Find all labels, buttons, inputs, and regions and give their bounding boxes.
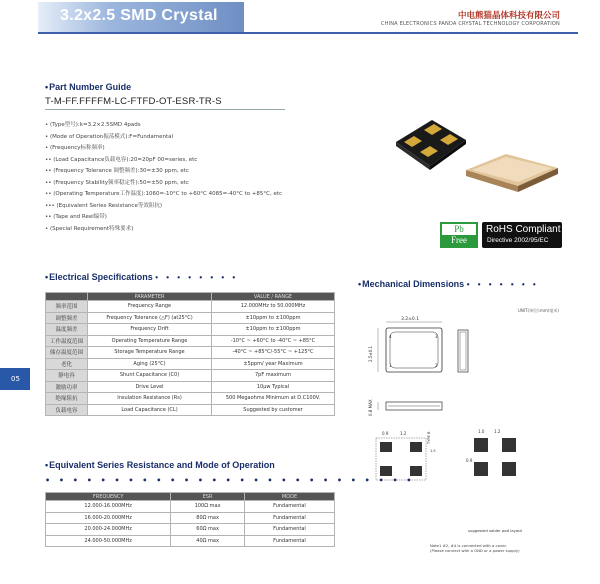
param-cn: 绝缘阻抗 — [46, 393, 88, 405]
table-row — [46, 312, 335, 324]
esr-heading: •Equivalent Series Resistance and Mode of Operation — [45, 460, 275, 470]
note-line: Note1 #2, #4 is connected with a cover. — [430, 543, 507, 548]
table-row — [46, 404, 335, 416]
param-en: Insulation Resistance (Rs) — [88, 393, 212, 405]
bullet-icon: • — [358, 279, 362, 289]
param-value: 500 Megaohms Minimum at D.C100V. — [212, 393, 335, 405]
param-value: -10°C ~ +60°C to -40°C ~ +85°C — [212, 335, 335, 347]
table-header-cell — [46, 293, 88, 301]
type-label: TYPE B — [427, 431, 431, 444]
param-value: ±10ppm to ±100ppm — [212, 312, 335, 324]
param-cn: 激励功率 — [46, 381, 88, 393]
param-value: ±10ppm to ±100ppm — [212, 324, 335, 336]
package-top-view — [386, 328, 442, 372]
esr-frequency: 16.000-20.000MHz — [46, 512, 171, 524]
header-rule — [38, 32, 578, 34]
param-value: 10μw Typical — [212, 381, 335, 393]
esr-mode: Fundamental — [244, 501, 334, 513]
package-front-view — [386, 402, 442, 410]
mechanical-dimensions-heading: •Mechanical Dimensions • • • • • • • — [358, 279, 539, 289]
guide-item: • (Frequency标称频率) — [45, 145, 105, 151]
param-cn: 频率范围 — [46, 301, 88, 313]
pad-number: 3 — [435, 334, 438, 339]
param-cn: 温度频差 — [46, 324, 88, 336]
table-header-cell: FREQUENCY — [46, 493, 171, 501]
solder-pad — [410, 466, 422, 476]
param-en: Storage Temperature Range — [88, 347, 212, 359]
layout-caption: suggested solder pad layout — [468, 528, 523, 533]
param-value: ±5ppm/ year Maximum — [212, 358, 335, 370]
table-header-cell: VALUE / RANGE — [212, 293, 335, 301]
rohs-badge — [482, 222, 562, 248]
param-value: Suggested by customer — [212, 404, 335, 416]
param-value: -40°C ~ +85°C/-55°C ~ +125°C — [212, 347, 335, 359]
table-row — [46, 524, 335, 536]
crystal-bottom-view-image — [394, 116, 468, 172]
esr-value: 80Ω max — [171, 512, 245, 524]
rohs-directive: Directive 2002/95/EC — [487, 237, 549, 244]
dotted-leader: • • • • • • • • — [155, 273, 239, 282]
table-row — [46, 535, 335, 547]
esr-value: 60Ω max — [171, 524, 245, 536]
guide-item: ••• (Equivalent Series Resistance等效阻抗) — [45, 202, 162, 209]
pad-dim-text: 1.2 — [400, 431, 407, 436]
pad-dim-text: 1.0 — [478, 429, 485, 434]
pad-dim-text: 0.9 — [382, 431, 389, 436]
param-en: Shunt Capacitance (C0) — [88, 370, 212, 382]
table-row — [46, 358, 335, 370]
pb-free-badge — [440, 222, 478, 248]
mechanical-note — [430, 543, 570, 553]
pad-number: 1 — [389, 363, 392, 368]
solder-pad — [502, 438, 516, 452]
crystal-top-view-image — [462, 152, 560, 194]
table-header-cell: MODE — [244, 493, 334, 501]
solder-pad — [502, 462, 516, 476]
esr-value: 40Ω max — [171, 535, 245, 547]
esr-mode: Fundamental — [244, 512, 334, 524]
table-header-row — [46, 293, 335, 301]
table-header-cell: ESR — [171, 493, 245, 501]
param-en: Frequency Tolerance (△F) (at25°C) — [88, 312, 212, 324]
param-value: 7pF maximum — [212, 370, 335, 382]
page-number-tab: 05 — [0, 368, 30, 390]
electrical-specs-table — [45, 292, 335, 416]
table-row — [46, 512, 335, 524]
param-en: Frequency Drift — [88, 324, 212, 336]
suggested-pad-layout — [474, 438, 516, 476]
part-number-rule — [45, 109, 285, 110]
guide-item: •• (Operating Temperature工作温度):1060=-10°C to +60°C 4085=-40°C to +85°C, etc — [45, 191, 283, 197]
pad-dim-text: 1.2 — [494, 429, 501, 434]
page-title: 3.2x2.5 SMD Crystal — [60, 7, 218, 24]
solder-pad — [474, 438, 488, 452]
esr-mode: Fundamental — [244, 535, 334, 547]
solder-pad — [410, 442, 422, 452]
pad-number: 2 — [435, 363, 438, 368]
guide-item: • (Type型号):k=3.2×2.5SMD 4pads — [45, 122, 141, 128]
param-en: Load Capacitance (CL) — [88, 404, 212, 416]
param-cn: 负载电容 — [46, 404, 88, 416]
solder-pad — [380, 442, 392, 452]
part-number-guide-list — [45, 120, 365, 235]
solder-pad — [474, 462, 488, 476]
table-row — [46, 393, 335, 405]
electrical-specs-heading: •Electrical Specifications • • • • • • • • — [45, 272, 239, 282]
guide-item: •• (Load Capacitance负载电容):20=20pF 00=series, etc — [45, 156, 198, 163]
param-en: Operating Temperature Range — [88, 335, 212, 347]
solder-pad — [380, 466, 392, 476]
guide-item: •• (Frequency Tolerance 调整频差):30=±30 ppm, etc — [45, 168, 189, 174]
param-cn: 工作温度范围 — [46, 335, 88, 347]
part-number-code: T-M-FF.FFFFM-LC-FTFD-OT-ESR-TR-S — [45, 96, 222, 107]
table-header-row — [46, 493, 335, 501]
esr-frequency: 24.000-50.000MHz — [46, 535, 171, 547]
esr-frequency: 20.000-24.000MHz — [46, 524, 171, 536]
param-cn: 调整频差 — [46, 312, 88, 324]
esr-value: 100Ω max — [171, 501, 245, 513]
bullet-icon: • — [45, 82, 49, 92]
bullet-icon: • — [45, 460, 49, 470]
param-cn: 静电容 — [46, 370, 88, 382]
table-row — [46, 501, 335, 513]
guide-item: •• (Tape and Reel编带) — [45, 214, 107, 220]
param-cn: 储存温度范围 — [46, 347, 88, 359]
esr-frequency: 12.000-16.000MHz — [46, 501, 171, 513]
note-line: (Please connect with a GND or a power supply) — [430, 548, 520, 553]
pad-number: 4 — [389, 334, 392, 339]
table-row — [46, 347, 335, 359]
bullet-icon: • — [45, 272, 49, 282]
company-name-en: CHINA ELECTRONICS PANDA CRYSTAL TECHNOLOGY CORPORATION — [380, 21, 560, 27]
part-number-guide-heading: •Part Number Guide — [45, 82, 132, 92]
esr-mode: Fundamental — [244, 524, 334, 536]
dim-width-text: 2.5±0.1 — [368, 345, 373, 362]
param-cn: 老化 — [46, 358, 88, 370]
table-row — [46, 370, 335, 382]
dotted-leader: • • • • • • • • • • • • • • • • • • • • • • • • • • • — [45, 476, 415, 485]
company-name-cn: 中电熊猫晶体科技有限公司 — [457, 11, 560, 21]
table-row — [46, 381, 335, 393]
param-en: Drive Level — [88, 381, 212, 393]
package-side-view — [458, 330, 468, 372]
dim-length-text: 3.2±0.1 — [401, 317, 420, 322]
pad-dim-text: 0.9 — [466, 458, 473, 463]
guide-item: •• (Frequency Stability频率稳定性):50=±50 ppm, etc — [45, 179, 189, 186]
mechanical-drawing — [356, 312, 566, 562]
pb-label: Pb — [454, 224, 464, 234]
param-en: Aging (25°C) — [88, 358, 212, 370]
pad-layout-view — [380, 442, 422, 476]
param-value: 12.000MHz to 50.000MHz — [212, 301, 335, 313]
free-label: Free — [442, 235, 476, 246]
esr-table — [45, 492, 335, 547]
table-header-cell: PARAMETER — [88, 293, 212, 301]
rohs-title: RoHS Compliant — [486, 224, 561, 235]
table-row — [46, 301, 335, 313]
table-row — [46, 335, 335, 347]
param-en: Frequency Range — [88, 301, 212, 313]
table-row — [46, 324, 335, 336]
pad-dim-text: 1.5 — [430, 449, 436, 453]
guide-item: • (Special Requirement特殊要求) — [45, 225, 134, 232]
dim-height-text: 0.8 MAX — [368, 399, 373, 416]
unit-label: UNIT(单位):mm(毫米) — [518, 308, 559, 313]
guide-item: • (Mode of Operation振荡模式):F=Fundamental — [45, 133, 174, 140]
dotted-leader: • • • • • • • — [466, 280, 539, 289]
